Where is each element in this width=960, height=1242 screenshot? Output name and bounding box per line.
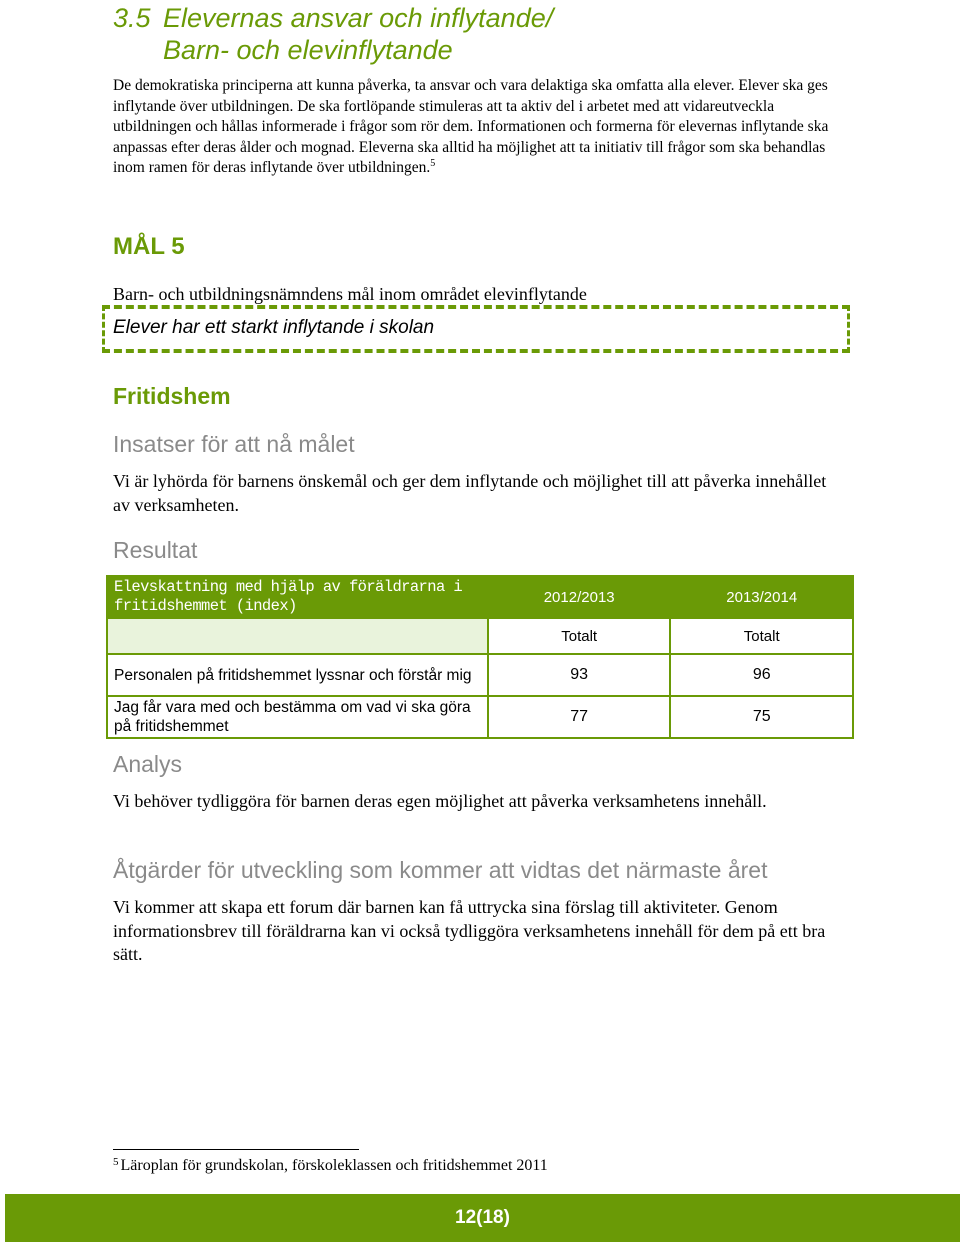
table-empty-cell (107, 618, 488, 654)
intro-paragraph (113, 76, 843, 179)
goal-subheading: Barn- och utbildningsnämndens mål inom området elevinflytande (113, 284, 587, 304)
goal-heading: MÅL 5 (113, 233, 185, 260)
footnote-text: Läroplan för grundskolan, förskoleklassen och fritidshemmet 2011 (120, 1157, 548, 1174)
table-row-label: Jag får vara med och bestämma om vad vi ska göra på fritidshemmet (107, 696, 488, 738)
page-footer (5, 1194, 960, 1242)
footnote (113, 1157, 548, 1175)
table-column-header: 2013/2014 (670, 576, 853, 618)
table-column-header: 2012/2013 (488, 576, 671, 618)
table-row-label: Personalen på fritidshemmet lyssnar och förstår mig (107, 654, 488, 696)
intro-footnote-ref[interactable]: 5 (430, 158, 436, 170)
table-header-row (107, 576, 853, 618)
table-cell-value: 75 (670, 696, 853, 738)
resultat-heading: Resultat (113, 537, 198, 563)
analys-text: Vi behöver tydliggöra för barnen deras egen möjlighet att påverka verksamhetens innehåll. (113, 791, 767, 811)
table-row (107, 654, 853, 696)
table-row (107, 696, 853, 738)
insatser-text: Vi är lyhörda för barnens önskemål och ger dem inflytande och möjlighet till att påverka innehållet av verksamheten. (113, 471, 827, 515)
atgarder-text: Vi kommer att skapa ett forum där barnen kan få uttrycka sina förslag till aktiviteter. Genom informationsbrev till föräldrarna kan vi också tydliggöra verksamhetens innehåll för dem på ett bra sätt. (113, 897, 826, 964)
section-number: 3.5 (113, 3, 151, 33)
table-cell-value: 77 (488, 696, 671, 738)
table-cell-value: 93 (488, 654, 671, 696)
table-header-label: Elevskattning med hjälp av föräldrarna i fritidshemmet (index) (107, 576, 488, 618)
page-number: 12(18) (455, 1207, 510, 1228)
fritidshem-heading: Fritidshem (113, 383, 231, 409)
results-table (106, 575, 854, 739)
table-cell-value: 96 (670, 654, 853, 696)
table-subheader-row (107, 618, 853, 654)
footnote-number: 5 (113, 1156, 119, 1168)
table-subheader: Totalt (670, 618, 853, 654)
section-title-line2: Barn- och elevinflytande (163, 35, 453, 65)
table-subheader: Totalt (488, 618, 671, 654)
atgarder-heading: Åtgärder för utveckling som kommer att vidtas det närmaste året (113, 857, 768, 883)
insatser-heading: Insatser för att nå målet (113, 431, 355, 457)
footnote-divider (113, 1149, 359, 1150)
goal-statement: Elever har ett starkt inflytande i skolan (113, 317, 435, 338)
intro-text: De demokratiska principerna att kunna påverka, ta ansvar och vara delaktiga ska omfatta alla elever. Elever ska ges inflytande över utbildningen. De ska fortlöpande stimuleras att ta aktiv del i arbetet med att vidareutveckla utbildningen och hållas informerade i frågor som rör dem. Informationen och formerna för elevernas inflytande ska anpassas efter deras ålder och mognad. Eleverna ska alltid ha möjlighet att ta initiativ till frågor som ska behandlas inom ramen för deras inflytande över utbildningen. (113, 77, 829, 177)
section-title-line1: Elevernas ansvar och inflytande/ (163, 3, 554, 33)
analys-heading: Analys (113, 751, 183, 777)
